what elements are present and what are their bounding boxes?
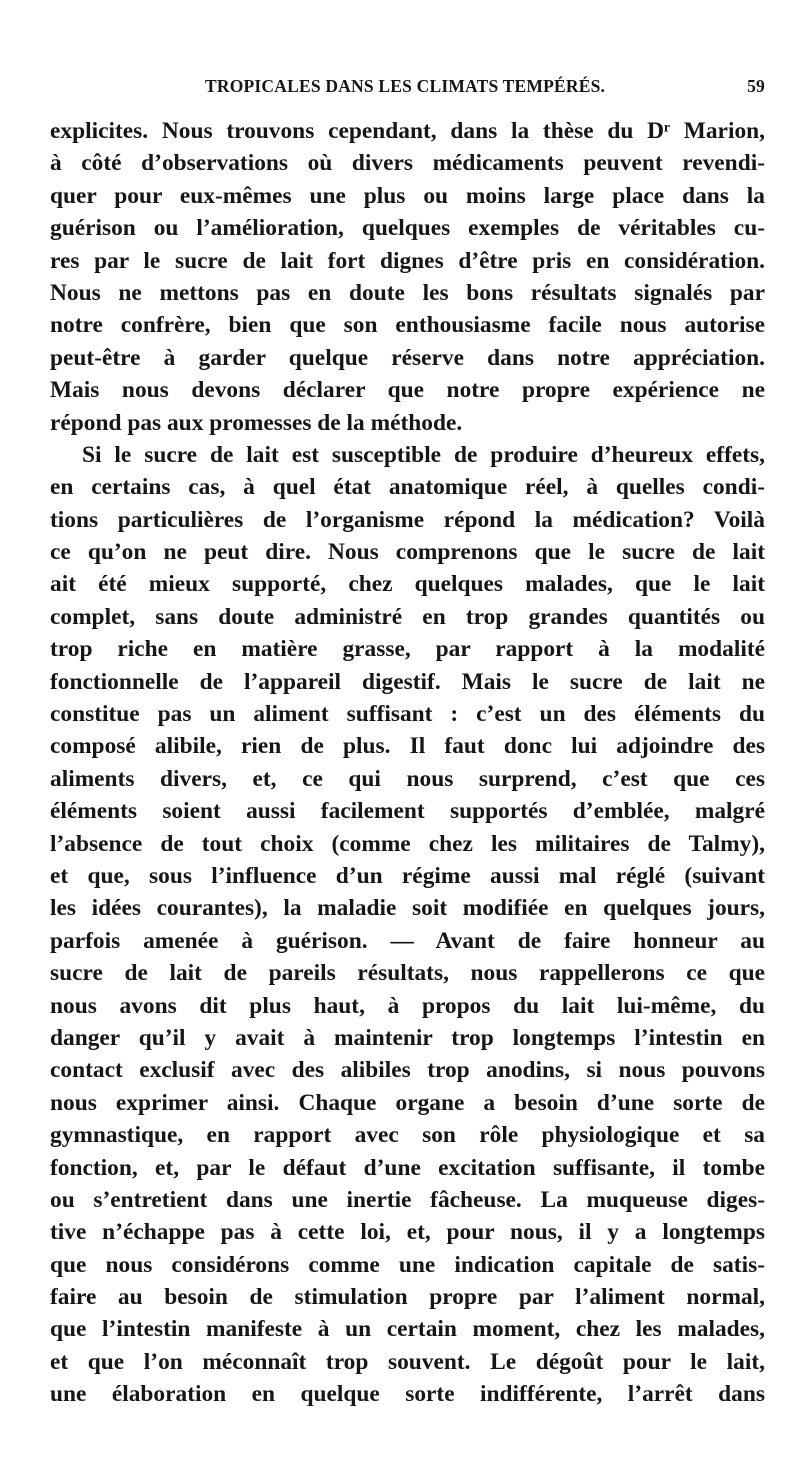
paragraph-last-line: répond pas aux promesses de la méthode. <box>50 409 463 436</box>
text-line: que nous considérons comme une indication capitale de satis- <box>50 1251 765 1278</box>
paragraph-first-line: Si le sucre de lait est susceptible de produire d’heureux effets, <box>82 441 765 468</box>
text-line: notre confrère, bien que son enthousiasme facile nous autorise <box>50 312 765 339</box>
text-line: nous exprimer ainsi. Chaque organe a besoin d’une sorte de <box>50 1089 765 1116</box>
text-line: Mais nous devons déclarer que notre propre expérience ne <box>50 377 765 404</box>
text-line: l’absence de tout choix (comme chez les militaires de Talmy), <box>50 830 765 857</box>
text-line: Nous ne mettons pas en doute les bons résultats signalés par <box>50 279 765 306</box>
text-line: et que l’on méconnaît trop souvent. Le dégoût pour le lait, <box>50 1348 765 1375</box>
running-header <box>205 76 765 100</box>
text-line: les idées courantes), la maladie soit modifiée en quelques jours, <box>50 895 765 922</box>
text-line: constitue pas un aliment suffisant : c’est un des éléments du <box>50 701 765 728</box>
running-title: TROPICALES DANS LES CLIMATS TEMPÉRÉS. <box>205 76 606 96</box>
text-line: une élaboration en quelque sorte indifférente, l’arrêt dans <box>50 1381 765 1408</box>
text-line: res par le sucre de lait fort dignes d’être pris en considération. <box>50 247 765 274</box>
text-line: quer pour eux-mêmes une plus ou moins large place dans la <box>50 182 765 209</box>
text-line: trop riche en matière grasse, par rapport à la modalité <box>50 636 765 663</box>
text-line: peut-être à garder quelque réserve dans notre appréciation. <box>50 344 765 371</box>
text-line: faire au besoin de stimulation propre par l’aliment normal, <box>50 1284 765 1311</box>
text-line: sucre de lait de pareils résultats, nous rappellerons ce que <box>50 960 765 987</box>
text-line: tive n’échappe pas à cette loi, et, pour nous, il y a longtemps <box>50 1219 765 1246</box>
text-line: explicites. Nous trouvons cependant, dans la thèse du Dʳ Marion, <box>50 118 765 144</box>
text-line: composé alibile, rien de plus. Il faut donc lui adjoindre des <box>50 733 765 760</box>
text-line: aliments divers, et, ce qui nous surprend, c’est que ces <box>50 765 765 792</box>
text-line: et que, sous l’influence d’un régime aussi mal réglé (suivant <box>50 862 765 889</box>
text-line: complet, sans doute administré en trop grandes quantités ou <box>50 603 765 630</box>
text-line: fonction, et, par le défaut d’une excitation suffisante, il tombe <box>50 1154 765 1181</box>
text-line: en certains cas, à quel état anatomique réel, à quelles condi- <box>50 474 765 501</box>
text-line: à côté d’observations où divers médicaments peuvent revendi- <box>50 150 765 177</box>
text-line: parfois amenée à guérison. — Avant de faire honneur au <box>50 927 765 954</box>
text-line: gymnastique, en rapport avec son rôle physiologique et sa <box>50 1122 765 1149</box>
text-line: danger qu’il y avait à maintenir trop longtemps l’intestin en <box>50 1024 765 1051</box>
text-line: ait été mieux supporté, chez quelques malades, que le lait <box>50 571 765 598</box>
text-line: fonctionnelle de l’appareil digestif. Mais le sucre de lait ne <box>50 668 765 695</box>
text-line: nous avons dit plus haut, à propos du lait lui-même, du <box>50 992 765 1019</box>
text-line: éléments soient aussi facilement supportés d’emblée, malgré <box>50 798 765 825</box>
text-line: contact exclusif avec des alibiles trop anodins, si nous pouvons <box>50 1057 765 1084</box>
text-line: ce qu’on ne peut dire. Nous comprenons que le sucre de lait <box>50 539 765 566</box>
text-line: tions particulières de l’organisme répond la médication? Voilà <box>50 506 765 533</box>
text-line: guérison ou l’amélioration, quelques exemples de véritables cu- <box>50 215 765 242</box>
body-text <box>50 115 765 1411</box>
page-number: 59 <box>747 76 765 96</box>
text-line: ou s’entretient dans une inertie fâcheuse. La muqueuse diges- <box>50 1186 765 1213</box>
text-line: que l’intestin manifeste à un certain moment, chez les malades, <box>50 1316 765 1343</box>
